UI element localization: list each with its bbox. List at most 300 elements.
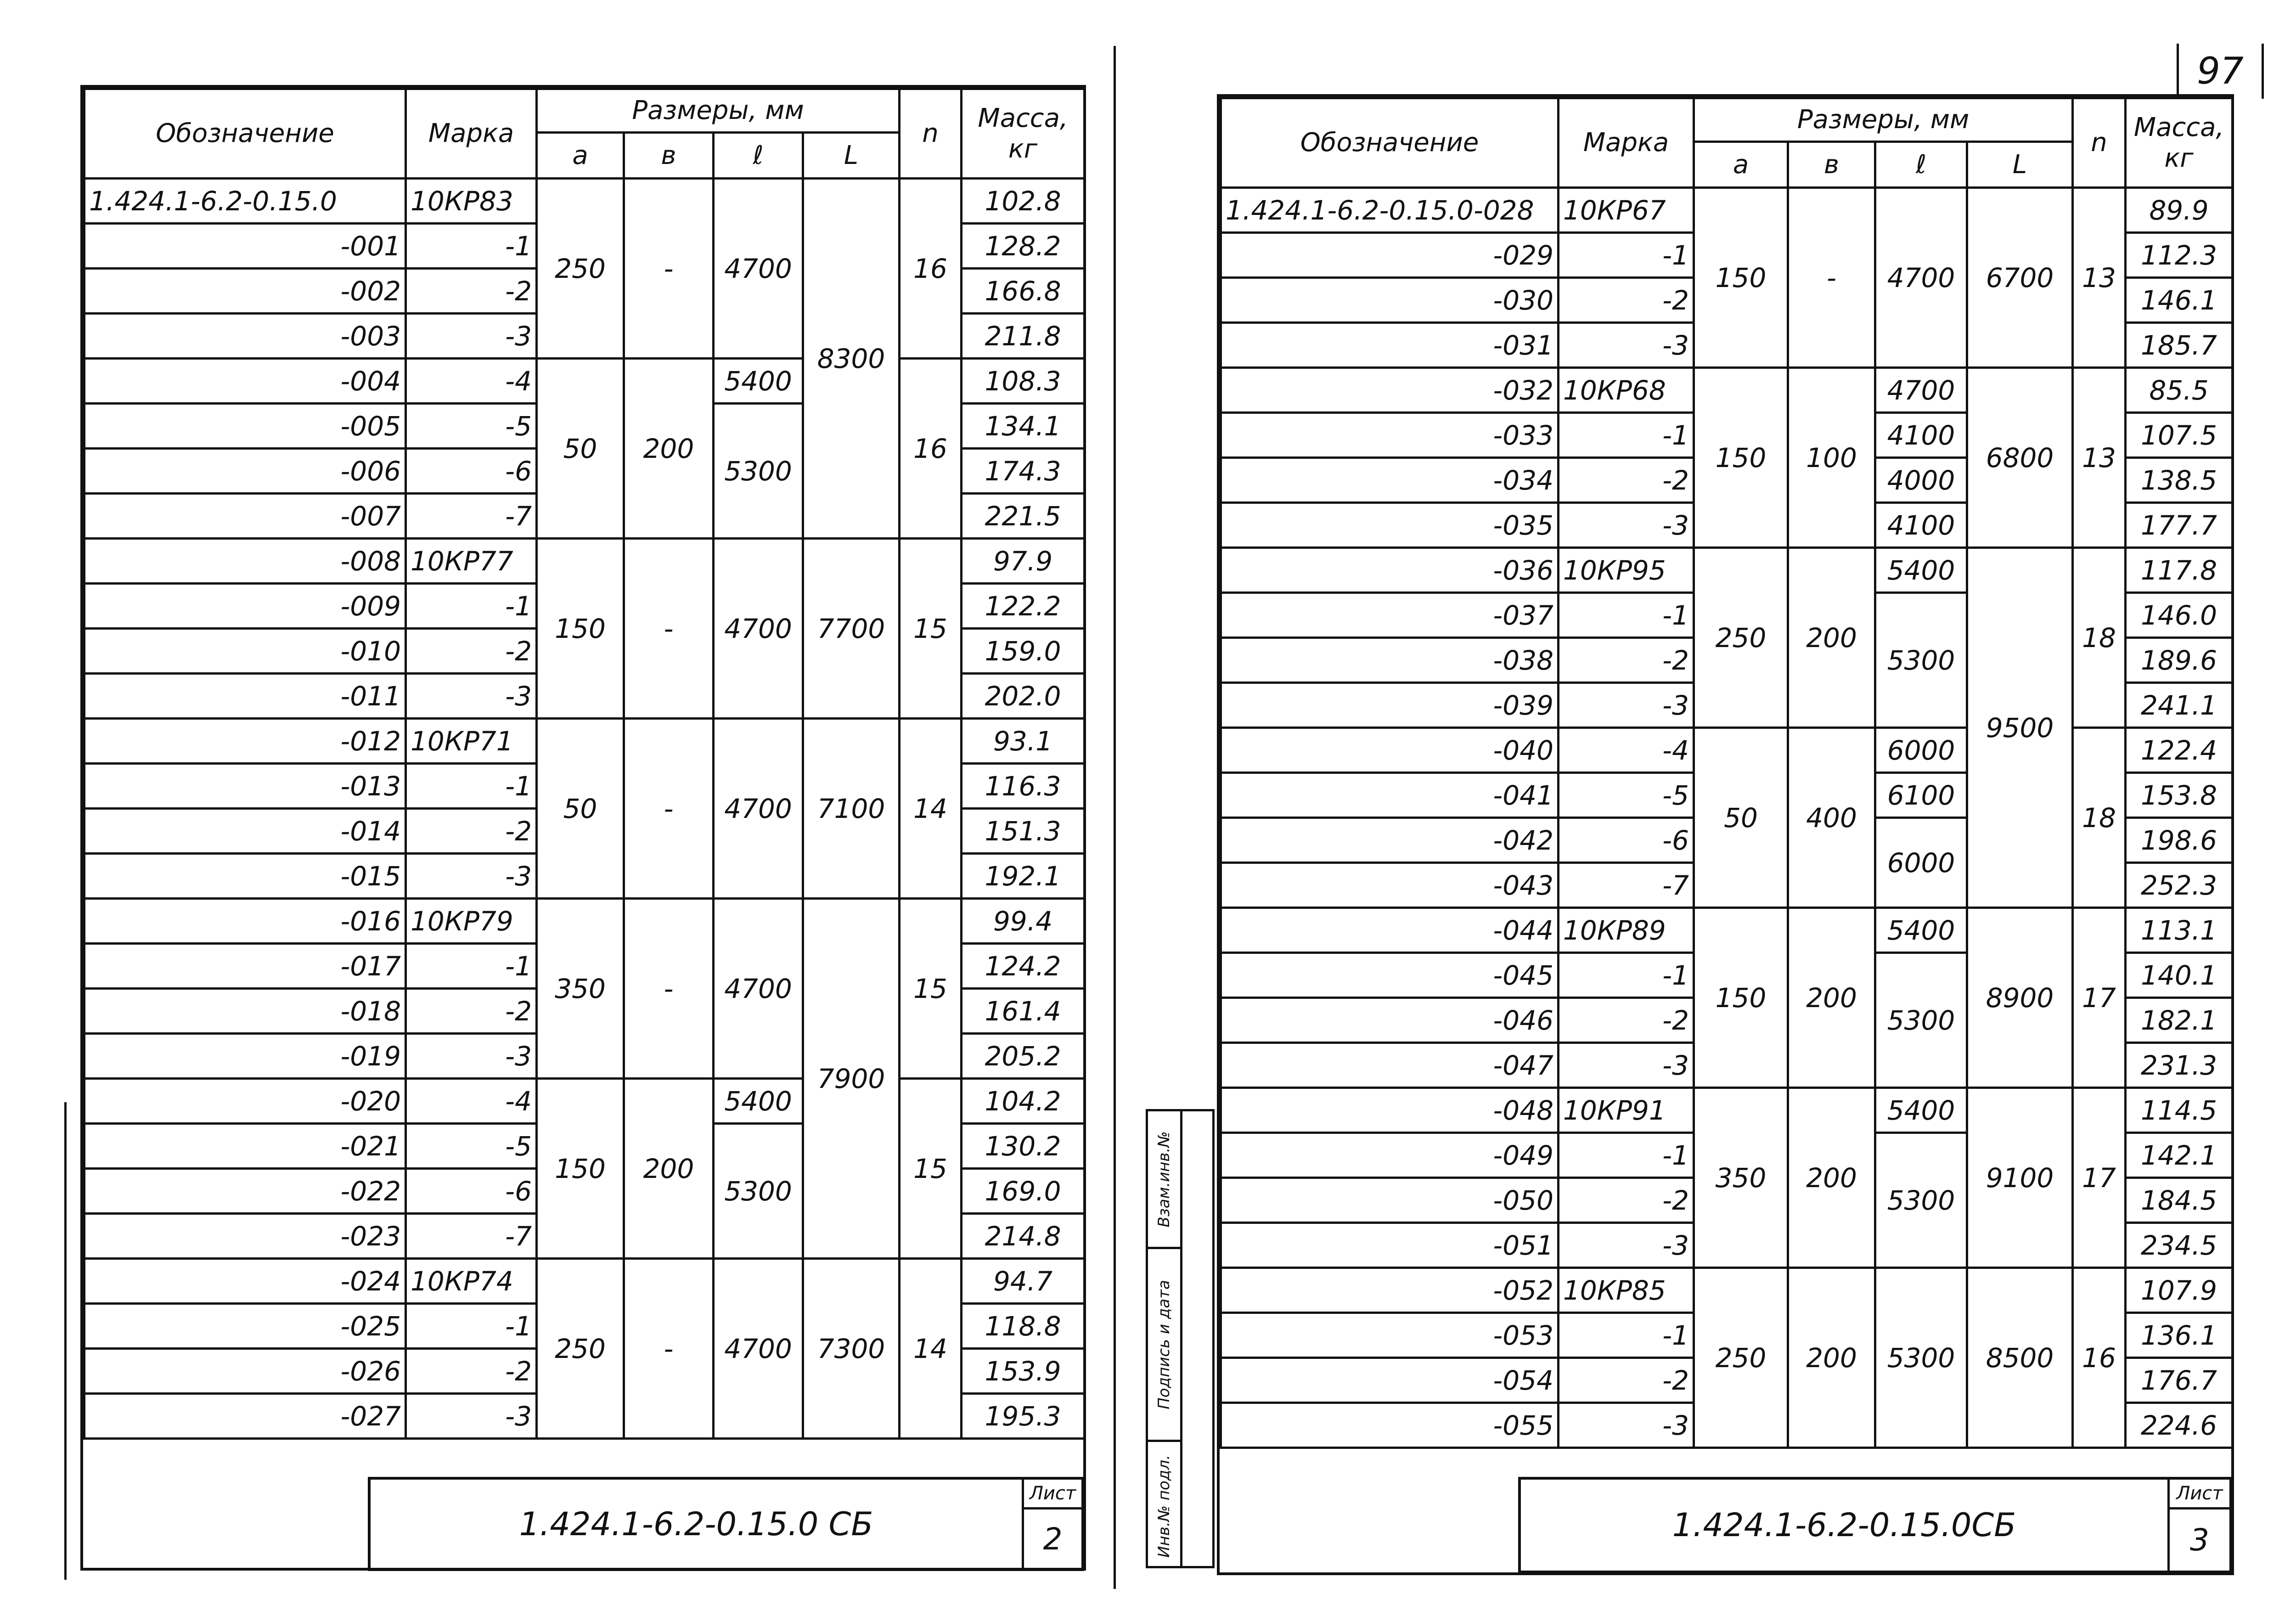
replace-inv-cell — [1148, 1111, 1180, 1249]
n-cell: 14 — [900, 1259, 962, 1439]
n-cell: 17 — [2073, 908, 2126, 1088]
mark-cell: -1 — [406, 764, 537, 809]
mark-cell: -2 — [406, 809, 537, 854]
left-sheet — [80, 85, 1086, 1571]
mark-cell: -3 — [406, 674, 537, 719]
dim-l-cell: 5300 — [1875, 593, 1967, 728]
dim-l-cell: 5300 — [1875, 1133, 1967, 1268]
mark-cell: -5 — [406, 404, 537, 449]
mark-cell: -2 — [1559, 458, 1694, 503]
header-n: n — [2073, 98, 2126, 188]
mass-cell: 195.3 — [962, 1394, 1085, 1439]
header-mass: Масса, кг — [2126, 98, 2233, 188]
mass-cell: 104.2 — [962, 1079, 1085, 1124]
designation-cell: -002 — [84, 269, 406, 314]
dim-l-cell: 5300 — [714, 1124, 803, 1259]
header-mark: Марка — [1559, 98, 1694, 188]
left-sheet-box — [1022, 1480, 1081, 1568]
mass-cell: 224.6 — [2126, 1403, 2233, 1448]
mass-cell: 146.1 — [2126, 278, 2233, 323]
designation-cell: -048 — [1221, 1088, 1559, 1133]
replace-inv-label: Взам.инв.№ — [1155, 1131, 1173, 1228]
table-row — [84, 899, 1085, 944]
designation-cell: -006 — [84, 449, 406, 494]
designation-cell: -032 — [1221, 368, 1559, 413]
dim-b-cell: 200 — [624, 1079, 714, 1259]
table-row — [1221, 1088, 2233, 1133]
dim-b-cell: 100 — [1788, 368, 1875, 548]
mass-cell: 114.5 — [2126, 1088, 2233, 1133]
left-spec-table — [83, 88, 1086, 1440]
designation-cell: -043 — [1221, 863, 1559, 908]
dim-l-cell: 5300 — [1875, 953, 1967, 1088]
designation-cell: -010 — [84, 629, 406, 674]
header-designation: Обозначение — [1221, 98, 1559, 188]
designation-cell: -021 — [84, 1124, 406, 1169]
dim-L-cell: 7700 — [803, 539, 900, 719]
designation-cell: -020 — [84, 1079, 406, 1124]
dim-L-cell: 8500 — [1967, 1268, 2073, 1448]
dim-l-cell: 5400 — [1875, 548, 1967, 593]
mass-cell: 117.8 — [2126, 548, 2233, 593]
inv-orig-label: Инв.№ подл. — [1155, 1455, 1173, 1558]
mark-cell: -7 — [1559, 863, 1694, 908]
mass-cell: 176.7 — [2126, 1358, 2233, 1403]
table-row — [84, 179, 1085, 224]
mass-cell: 153.9 — [962, 1349, 1085, 1394]
right-spec-table — [1220, 97, 2234, 1449]
mass-cell: 221.5 — [962, 494, 1085, 539]
mark-cell: 10КР77 — [406, 539, 537, 584]
dim-l-cell: 4700 — [714, 539, 803, 719]
mark-cell: -3 — [1559, 323, 1694, 368]
designation-cell: -022 — [84, 1169, 406, 1214]
dim-L-cell: 7300 — [803, 1259, 900, 1439]
designation-cell: -004 — [84, 359, 406, 404]
header-mark: Марка — [406, 89, 537, 179]
mark-cell: -1 — [1559, 593, 1694, 638]
dim-L-cell: 7100 — [803, 719, 900, 899]
designation-cell: -026 — [84, 1349, 406, 1394]
n-cell: 15 — [900, 899, 962, 1079]
header-a: a — [537, 133, 624, 179]
dim-l-cell: 4100 — [1875, 503, 1967, 548]
designation-cell: -049 — [1221, 1133, 1559, 1178]
designation-cell: -018 — [84, 989, 406, 1034]
dim-l-cell: 6000 — [1875, 728, 1967, 773]
dim-a-cell: 250 — [1694, 548, 1788, 728]
mass-cell: 124.2 — [962, 944, 1085, 989]
dim-a-cell: 250 — [537, 1259, 624, 1439]
dim-l-cell: 4100 — [1875, 413, 1967, 458]
dim-L-cell: 9500 — [1967, 548, 2073, 908]
mass-cell: 234.5 — [2126, 1223, 2233, 1268]
right-sheet-box — [2167, 1480, 2229, 1571]
mass-cell: 151.3 — [962, 809, 1085, 854]
dim-l-cell: 4700 — [714, 899, 803, 1079]
dim-L-cell: 9100 — [1967, 1088, 2073, 1268]
designation-cell: -052 — [1221, 1268, 1559, 1313]
header-n: n — [900, 89, 962, 179]
mark-cell: -1 — [406, 584, 537, 629]
designation-cell: -033 — [1221, 413, 1559, 458]
header-b: в — [1788, 142, 1875, 188]
n-cell: 15 — [900, 1079, 962, 1259]
mark-cell: -6 — [406, 1169, 537, 1214]
n-cell: 15 — [900, 539, 962, 719]
header-a: a — [1694, 142, 1788, 188]
left-binding-margin-line — [64, 1102, 67, 1580]
designation-cell: -012 — [84, 719, 406, 764]
dim-l-cell: 4700 — [1875, 368, 1967, 413]
mark-cell: 10КР67 — [1559, 188, 1694, 233]
dim-l-cell: 4000 — [1875, 458, 1967, 503]
mass-cell: 241.1 — [2126, 683, 2233, 728]
mark-cell: -7 — [406, 1214, 537, 1259]
mass-cell: 116.3 — [962, 764, 1085, 809]
mass-cell: 174.3 — [962, 449, 1085, 494]
mark-cell: -6 — [406, 449, 537, 494]
mass-cell: 94.7 — [962, 1259, 1085, 1304]
mark-cell: -5 — [1559, 773, 1694, 818]
designation-cell: -027 — [84, 1394, 406, 1439]
left-sheet-number: 2 — [1043, 1521, 1063, 1557]
designation-cell: -038 — [1221, 638, 1559, 683]
inv-orig-cell — [1148, 1442, 1180, 1571]
designation-cell: -011 — [84, 674, 406, 719]
n-cell: 16 — [900, 359, 962, 539]
designation-cell: -001 — [84, 224, 406, 269]
designation-cell: -053 — [1221, 1313, 1559, 1358]
mark-cell: -3 — [1559, 683, 1694, 728]
dim-l-cell: 5300 — [1875, 1268, 1967, 1448]
n-cell: 18 — [2073, 548, 2126, 728]
dim-L-cell: 8300 — [803, 179, 900, 539]
mark-cell: 10КР91 — [1559, 1088, 1694, 1133]
mass-cell: 198.6 — [2126, 818, 2233, 863]
mass-cell: 184.5 — [2126, 1178, 2233, 1223]
designation-cell: -023 — [84, 1214, 406, 1259]
table-row — [1221, 548, 2233, 593]
mass-cell: 142.1 — [2126, 1133, 2233, 1178]
mark-cell: -1 — [1559, 1133, 1694, 1178]
table-row — [84, 1259, 1085, 1304]
dim-L-cell: 6800 — [1967, 368, 2073, 548]
dim-l-cell: 4700 — [1875, 188, 1967, 368]
left-document-code: 1.424.1-6.2-0.15.0 СБ — [519, 1505, 873, 1543]
mass-cell: 99.4 — [962, 899, 1085, 944]
mark-cell: -1 — [406, 944, 537, 989]
table-row — [1221, 1268, 2233, 1313]
designation-cell: -008 — [84, 539, 406, 584]
dim-b-cell: 200 — [1788, 548, 1875, 728]
designation-cell: -045 — [1221, 953, 1559, 998]
designation-cell: -025 — [84, 1304, 406, 1349]
dim-b-cell: - — [1788, 188, 1875, 368]
dim-l-cell: 5400 — [714, 359, 803, 404]
sign-date-cell — [1148, 1249, 1180, 1442]
dim-L-cell: 6700 — [1967, 188, 2073, 368]
mass-cell: 146.0 — [2126, 593, 2233, 638]
mass-cell: 108.3 — [962, 359, 1085, 404]
mark-cell: -2 — [1559, 1178, 1694, 1223]
mass-cell: 211.8 — [962, 314, 1085, 359]
mark-cell: -3 — [1559, 1403, 1694, 1448]
mass-cell: 189.6 — [2126, 638, 2233, 683]
mark-cell: -2 — [1559, 1358, 1694, 1403]
dim-b-cell: - — [624, 899, 714, 1079]
mass-cell: 205.2 — [962, 1034, 1085, 1079]
designation-cell: -031 — [1221, 323, 1559, 368]
mass-cell: 97.9 — [962, 539, 1085, 584]
mass-cell: 113.1 — [2126, 908, 2233, 953]
mark-cell: -2 — [1559, 998, 1694, 1043]
designation-cell: 1.424.1-6.2-0.15.0 — [84, 179, 406, 224]
mark-cell: -5 — [406, 1124, 537, 1169]
header-L: L — [1967, 142, 2073, 188]
mark-cell: -2 — [406, 629, 537, 674]
header-mass: Масса, кг — [962, 89, 1085, 179]
mark-cell: 10КР85 — [1559, 1268, 1694, 1313]
n-cell: 17 — [2073, 1088, 2126, 1268]
designation-cell: -037 — [1221, 593, 1559, 638]
dim-l-cell: 5400 — [1875, 908, 1967, 953]
designation-cell: -019 — [84, 1034, 406, 1079]
table-row — [1221, 368, 2233, 413]
mark-cell: -3 — [1559, 1043, 1694, 1088]
mass-cell: 177.7 — [2126, 503, 2233, 548]
dim-l-cell: 5300 — [714, 404, 803, 539]
mass-cell: 252.3 — [2126, 863, 2233, 908]
dim-a-cell: 250 — [1694, 1268, 1788, 1448]
designation-cell: -047 — [1221, 1043, 1559, 1088]
designation-cell: 1.424.1-6.2-0.15.0-028 — [1221, 188, 1559, 233]
dim-l-cell: 4700 — [714, 719, 803, 899]
mark-cell: -4 — [406, 359, 537, 404]
header-l: ℓ — [1875, 142, 1967, 188]
left-title-block — [368, 1477, 1084, 1571]
mass-cell: 169.0 — [962, 1169, 1085, 1214]
mass-cell: 130.2 — [962, 1124, 1085, 1169]
side-block-divider — [1180, 1111, 1182, 1566]
mark-cell: -7 — [406, 494, 537, 539]
mark-cell: -2 — [1559, 638, 1694, 683]
dim-a-cell: 350 — [1694, 1088, 1788, 1268]
mark-cell: 10КР83 — [406, 179, 537, 224]
mark-cell: 10КР71 — [406, 719, 537, 764]
mass-cell: 159.0 — [962, 629, 1085, 674]
designation-cell: -016 — [84, 899, 406, 944]
mark-cell: -2 — [1559, 278, 1694, 323]
designation-cell: -030 — [1221, 278, 1559, 323]
designation-cell: -051 — [1221, 1223, 1559, 1268]
header-dimensions: Размеры, мм — [537, 89, 900, 133]
page-number: 97 — [2177, 44, 2264, 99]
n-cell: 13 — [2073, 188, 2126, 368]
mass-cell: 85.5 — [2126, 368, 2233, 413]
n-cell: 16 — [2073, 1268, 2126, 1448]
designation-cell: -055 — [1221, 1403, 1559, 1448]
designation-cell: -046 — [1221, 998, 1559, 1043]
designation-cell: -044 — [1221, 908, 1559, 953]
page-divider — [1114, 46, 1116, 1589]
mark-cell: -6 — [1559, 818, 1694, 863]
dim-l-cell: 5400 — [714, 1079, 803, 1124]
designation-cell: -003 — [84, 314, 406, 359]
designation-cell: -040 — [1221, 728, 1559, 773]
table-row — [1221, 188, 2233, 233]
right-document-code: 1.424.1-6.2-0.15.0СБ — [1672, 1506, 2016, 1544]
mark-cell: -1 — [406, 1304, 537, 1349]
mass-cell: 161.4 — [962, 989, 1085, 1034]
mass-cell: 89.9 — [2126, 188, 2233, 233]
mark-cell: -2 — [406, 989, 537, 1034]
dim-L-cell: 8900 — [1967, 908, 2073, 1088]
designation-cell: -029 — [1221, 233, 1559, 278]
designation-cell: -041 — [1221, 773, 1559, 818]
mark-cell: 10КР74 — [406, 1259, 537, 1304]
n-cell: 14 — [900, 719, 962, 899]
designation-cell: -054 — [1221, 1358, 1559, 1403]
mass-cell: 107.5 — [2126, 413, 2233, 458]
table-row — [84, 1079, 1085, 1124]
dim-a-cell: 50 — [537, 719, 624, 899]
designation-cell: -005 — [84, 404, 406, 449]
mass-cell: 182.1 — [2126, 998, 2233, 1043]
designation-cell: -039 — [1221, 683, 1559, 728]
table-row — [84, 539, 1085, 584]
header-L: L — [803, 133, 900, 179]
table-row — [84, 719, 1085, 764]
mass-cell: 185.7 — [2126, 323, 2233, 368]
dim-b-cell: 200 — [624, 359, 714, 539]
mark-cell: 10КР95 — [1559, 548, 1694, 593]
dim-a-cell: 150 — [537, 1079, 624, 1259]
mass-cell: 134.1 — [962, 404, 1085, 449]
approval-side-block — [1146, 1109, 1215, 1568]
dim-b-cell: - — [624, 719, 714, 899]
mass-cell: 202.0 — [962, 674, 1085, 719]
mark-cell: -4 — [1559, 728, 1694, 773]
n-cell: 13 — [2073, 368, 2126, 548]
n-cell: 16 — [900, 179, 962, 359]
dim-b-cell: 200 — [1788, 1088, 1875, 1268]
mark-cell: -2 — [406, 269, 537, 314]
designation-cell: -024 — [84, 1259, 406, 1304]
mass-cell: 102.8 — [962, 179, 1085, 224]
mark-cell: -1 — [1559, 953, 1694, 998]
designation-cell: -009 — [84, 584, 406, 629]
mass-cell: 166.8 — [962, 269, 1085, 314]
mass-cell: 112.3 — [2126, 233, 2233, 278]
dim-b-cell: - — [624, 179, 714, 359]
mass-cell: 122.4 — [2126, 728, 2233, 773]
mass-cell: 214.8 — [962, 1214, 1085, 1259]
mark-cell: 10КР89 — [1559, 908, 1694, 953]
right-sheet-number: 3 — [2190, 1522, 2209, 1558]
mass-cell: 138.5 — [2126, 458, 2233, 503]
right-sheet — [1217, 94, 2234, 1575]
mass-cell: 107.9 — [2126, 1268, 2233, 1313]
right-title-block — [1518, 1477, 2232, 1573]
mark-cell: -2 — [406, 1349, 537, 1394]
dim-a-cell: 150 — [1694, 908, 1788, 1088]
dim-l-cell: 5400 — [1875, 1088, 1967, 1133]
dim-b-cell: - — [624, 539, 714, 719]
mark-cell: -1 — [1559, 233, 1694, 278]
designation-cell: -013 — [84, 764, 406, 809]
mass-cell: 231.3 — [2126, 1043, 2233, 1088]
dim-a-cell: 50 — [537, 359, 624, 539]
mark-cell: -1 — [1559, 413, 1694, 458]
dim-L-cell: 7900 — [803, 899, 900, 1259]
mass-cell: 118.8 — [962, 1304, 1085, 1349]
sign-date-label: Подпись и дата — [1155, 1279, 1173, 1409]
dim-a-cell: 350 — [537, 899, 624, 1079]
dim-a-cell: 150 — [1694, 188, 1788, 368]
dim-l-cell: 4700 — [714, 1259, 803, 1439]
mass-cell: 153.8 — [2126, 773, 2233, 818]
header-dimensions: Размеры, мм — [1694, 98, 2073, 142]
mark-cell: -3 — [406, 1394, 537, 1439]
table-row — [1221, 908, 2233, 953]
dim-a-cell: 150 — [537, 539, 624, 719]
header-b: в — [624, 133, 714, 179]
table-row — [84, 359, 1085, 404]
designation-cell: -015 — [84, 854, 406, 899]
left-sheet-label: Лист — [1024, 1480, 1081, 1509]
table-row — [1221, 728, 2233, 773]
header-designation: Обозначение — [84, 89, 406, 179]
designation-cell: -017 — [84, 944, 406, 989]
mark-cell: -3 — [406, 1034, 537, 1079]
dim-b-cell: 200 — [1788, 1268, 1875, 1448]
right-sheet-label: Лист — [2170, 1480, 2229, 1509]
dim-a-cell: 50 — [1694, 728, 1788, 908]
dim-l-cell: 4700 — [714, 179, 803, 359]
dim-a-cell: 150 — [1694, 368, 1788, 548]
header-l: ℓ — [714, 133, 803, 179]
dim-a-cell: 250 — [537, 179, 624, 359]
mark-cell: -3 — [1559, 1223, 1694, 1268]
mark-cell: -3 — [1559, 503, 1694, 548]
mark-cell: -3 — [406, 314, 537, 359]
designation-cell: -014 — [84, 809, 406, 854]
dim-b-cell: 400 — [1788, 728, 1875, 908]
mark-cell: 10КР68 — [1559, 368, 1694, 413]
mass-cell: 128.2 — [962, 224, 1085, 269]
dim-b-cell: 200 — [1788, 908, 1875, 1088]
mark-cell: 10КР79 — [406, 899, 537, 944]
dim-b-cell: - — [624, 1259, 714, 1439]
mark-cell: -1 — [406, 224, 537, 269]
mass-cell: 122.2 — [962, 584, 1085, 629]
mass-cell: 93.1 — [962, 719, 1085, 764]
mass-cell: 136.1 — [2126, 1313, 2233, 1358]
mass-cell: 192.1 — [962, 854, 1085, 899]
dim-l-cell: 6000 — [1875, 818, 1967, 908]
designation-cell: -036 — [1221, 548, 1559, 593]
designation-cell: -035 — [1221, 503, 1559, 548]
mark-cell: -1 — [1559, 1313, 1694, 1358]
mark-cell: -4 — [406, 1079, 537, 1124]
designation-cell: -007 — [84, 494, 406, 539]
dim-l-cell: 6100 — [1875, 773, 1967, 818]
designation-cell: -050 — [1221, 1178, 1559, 1223]
designation-cell: -042 — [1221, 818, 1559, 863]
mass-cell: 140.1 — [2126, 953, 2233, 998]
n-cell: 18 — [2073, 728, 2126, 908]
